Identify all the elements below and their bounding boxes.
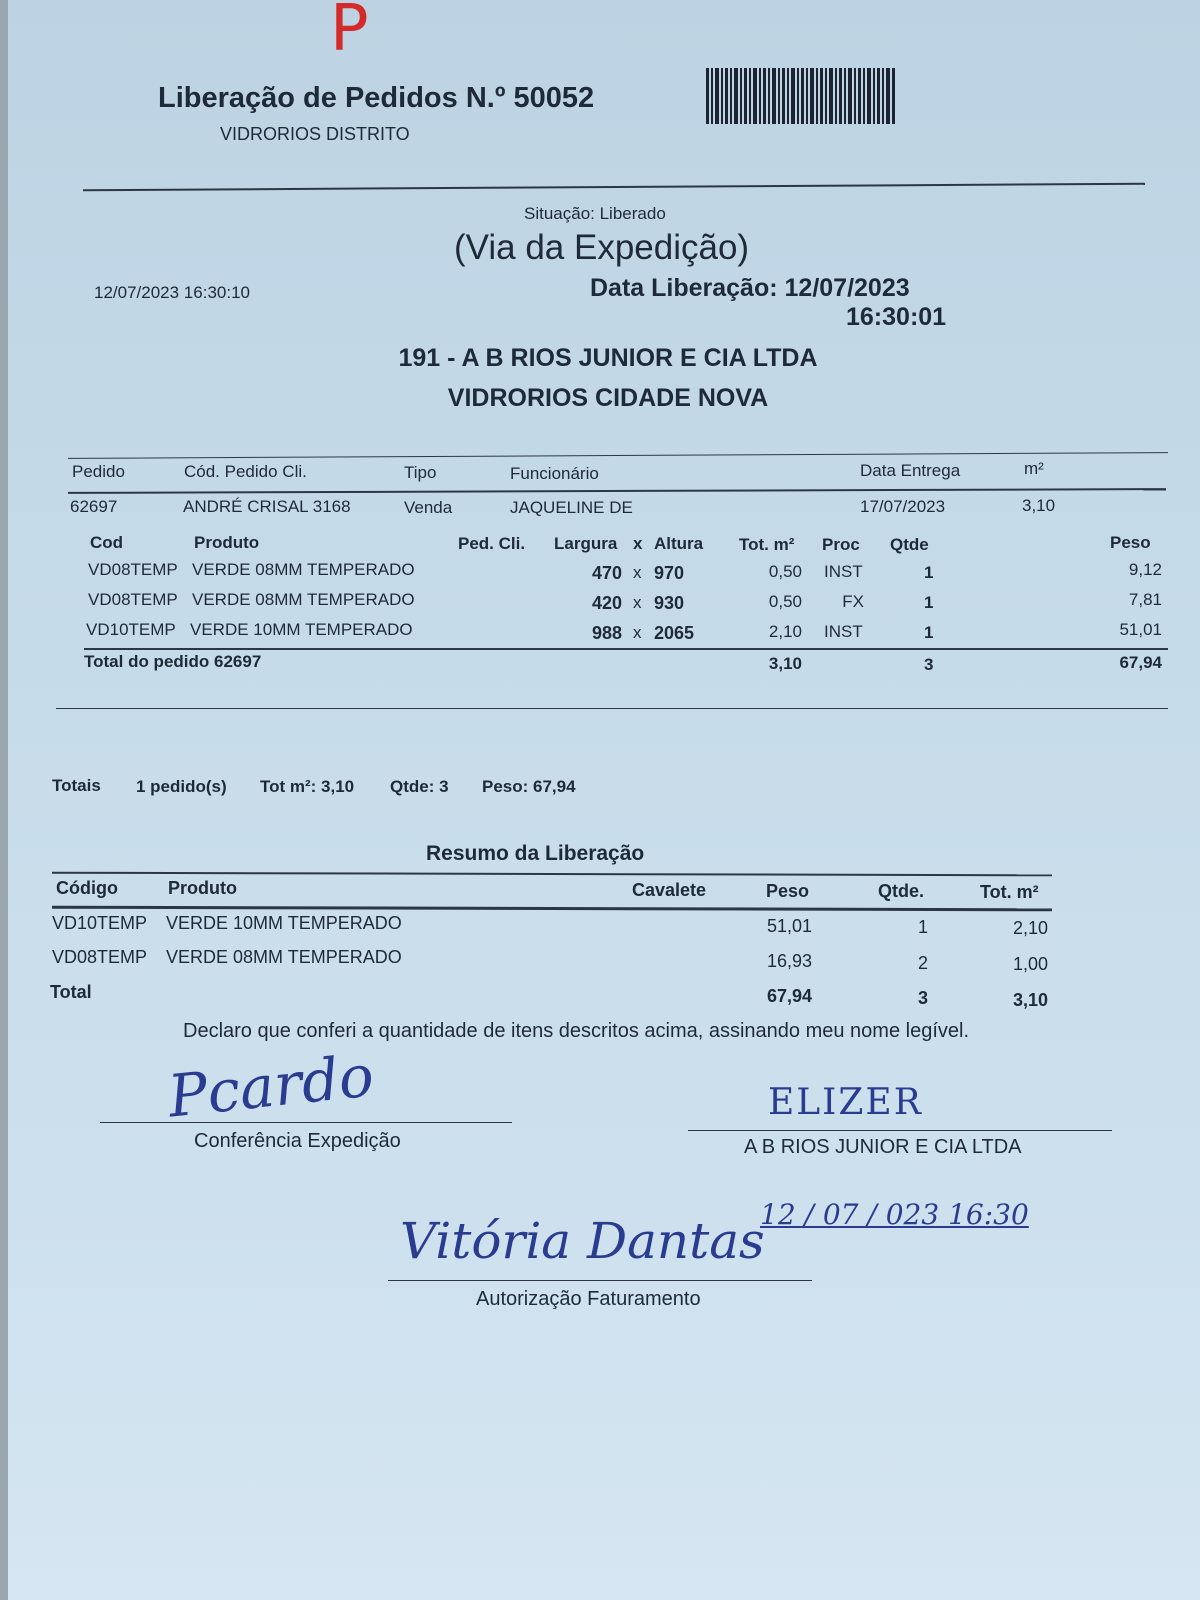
items-col-ped-cli: Ped. Cli. bbox=[458, 534, 526, 553]
summary-top-rule bbox=[52, 872, 1052, 877]
summary-tot-m2: 2,10 bbox=[1012, 918, 1048, 938]
faturamento-signature-line bbox=[388, 1280, 812, 1281]
expedicao-signature-line bbox=[100, 1122, 512, 1123]
totals-qtde: Qtde: 3 bbox=[390, 777, 449, 796]
client-signature-line bbox=[688, 1130, 1112, 1131]
summary-header-rule bbox=[52, 906, 1052, 912]
faturamento-label: Autorização Faturamento bbox=[476, 1288, 701, 1310]
item-produto: VERDE 08MM TEMPERADO bbox=[192, 590, 415, 609]
summary-peso: 51,01 bbox=[766, 916, 812, 936]
summary-produto: VERDE 10MM TEMPERADO bbox=[166, 913, 402, 933]
summary-col-qtde: Qtde. bbox=[878, 881, 925, 901]
summary-total-qtde: 3 bbox=[918, 988, 929, 1008]
item-peso: 9,12 bbox=[1128, 560, 1162, 579]
item-tot-m2: 0,50 bbox=[768, 592, 802, 611]
summary-col-cavalete: Cavalete bbox=[632, 880, 707, 900]
item-cod: VD08TEMP bbox=[88, 590, 178, 609]
items-total-rule bbox=[84, 648, 1168, 650]
issuer-company: VIDRORIOS DISTRITO bbox=[220, 124, 410, 144]
items-col-x: x bbox=[633, 534, 643, 553]
items-col-largura: Largura bbox=[554, 534, 618, 553]
handwritten-date: 12 / 07 / 023 16:30 bbox=[760, 1198, 1029, 1231]
release-date: Data Liberação: 12/07/2023 bbox=[590, 274, 910, 302]
summary-col-produto: Produto bbox=[168, 878, 237, 898]
col-funcionario: Funcionário bbox=[510, 464, 599, 483]
item-altura: 930 bbox=[654, 593, 685, 613]
summary-total-tot-m2: 3,10 bbox=[1012, 990, 1048, 1010]
item-x: x bbox=[633, 563, 642, 582]
item-x: x bbox=[633, 623, 642, 642]
status-text: Situação: Liberado bbox=[524, 204, 666, 223]
print-timestamp: 12/07/2023 16:30:10 bbox=[94, 283, 250, 302]
item-tot-m2: 0,50 bbox=[768, 562, 802, 581]
item-cod: VD08TEMP bbox=[88, 560, 178, 579]
summary-qtde: 2 bbox=[918, 953, 929, 973]
order-employee: JAQUELINE DE bbox=[510, 498, 633, 517]
items-col-proc: Proc bbox=[822, 535, 860, 554]
client-branch: VIDRORIOS CIDADE NOVA bbox=[447, 384, 769, 412]
order-client-code: ANDRÉ CRISAL 3168 bbox=[183, 497, 351, 516]
col-pedido: Pedido bbox=[72, 462, 125, 481]
totals-peso: Peso: 67,94 bbox=[482, 777, 576, 796]
summary-peso: 16,93 bbox=[766, 951, 812, 971]
item-qtde: 1 bbox=[924, 563, 934, 582]
item-cod: VD10TEMP bbox=[86, 620, 176, 639]
document-title: Liberação de Pedidos N.º 50052 bbox=[158, 82, 595, 114]
header-divider bbox=[83, 183, 1145, 191]
items-col-peso: Peso bbox=[1110, 533, 1151, 552]
client-name: 191 - A B RIOS JUNIOR E CIA LTDA bbox=[398, 344, 818, 372]
col-m2: m² bbox=[1024, 459, 1044, 478]
item-produto: VERDE 10MM TEMPERADO bbox=[190, 620, 413, 639]
order-total-qtde: 3 bbox=[924, 655, 934, 674]
order-number: 62697 bbox=[70, 497, 118, 516]
summary-total-peso: 67,94 bbox=[766, 986, 812, 1006]
summary-tot-m2: 1,00 bbox=[1012, 954, 1048, 974]
handwritten-mark: P bbox=[330, 0, 369, 66]
item-altura: 2065 bbox=[654, 623, 695, 643]
summary-title: Resumo da Liberação bbox=[426, 842, 645, 865]
summary-qtde: 1 bbox=[918, 917, 929, 937]
summary-produto: VERDE 08MM TEMPERADO bbox=[166, 947, 402, 967]
summary-col-tot-m2: Tot. m² bbox=[980, 882, 1039, 902]
expedicao-signature: Pcardo bbox=[165, 1041, 377, 1131]
item-qtde: 1 bbox=[924, 623, 934, 642]
copy-label: (Via da Expedição) bbox=[454, 228, 750, 267]
item-peso: 51,01 bbox=[1119, 620, 1162, 639]
item-largura: 470 bbox=[591, 563, 622, 583]
item-tot-m2: 2,10 bbox=[768, 622, 802, 641]
declaration-text: Declaro que conferi a quantidade de itens descritos acima, assinando meu nome legível. bbox=[183, 1020, 970, 1042]
item-largura: 988 bbox=[591, 623, 622, 643]
col-tipo: Tipo bbox=[404, 463, 437, 482]
barcode bbox=[706, 68, 896, 126]
item-altura: 970 bbox=[654, 563, 685, 583]
summary-codigo: VD10TEMP bbox=[52, 913, 148, 933]
order-delivery-date: 17/07/2023 bbox=[860, 497, 946, 516]
items-col-produto: Produto bbox=[194, 533, 260, 552]
summary-codigo: VD08TEMP bbox=[52, 947, 148, 967]
col-data-entrega: Data Entrega bbox=[860, 461, 961, 480]
order-m2: 3,10 bbox=[1022, 496, 1056, 515]
item-x: x bbox=[633, 593, 642, 612]
totals-m2: Tot m²: 3,10 bbox=[260, 777, 355, 796]
item-proc: INST bbox=[824, 562, 863, 581]
order-top-rule bbox=[68, 452, 1168, 459]
col-cod-pedido-cli: Cód. Pedido Cli. bbox=[184, 462, 307, 481]
summary-total-label: Total bbox=[50, 982, 92, 1002]
order-total-label: Total do pedido 62697 bbox=[84, 652, 262, 671]
expedicao-label: Conferência Expedição bbox=[194, 1130, 401, 1152]
order-header-rule bbox=[68, 488, 1166, 494]
totals-label: Totais bbox=[52, 776, 101, 795]
item-proc: INST bbox=[824, 622, 863, 641]
document-page bbox=[8, 0, 1200, 1600]
item-peso: 7,81 bbox=[1128, 590, 1162, 609]
order-bottom-rule bbox=[56, 708, 1168, 709]
client-signature: ELIZER bbox=[768, 1082, 923, 1123]
item-proc: FX bbox=[842, 592, 864, 611]
item-qtde: 1 bbox=[924, 593, 934, 612]
client-signature-label: A B RIOS JUNIOR E CIA LTDA bbox=[744, 1136, 1022, 1158]
order-total-peso: 67,94 bbox=[1119, 653, 1162, 672]
item-produto: VERDE 08MM TEMPERADO bbox=[192, 560, 415, 579]
items-col-qtde: Qtde bbox=[890, 535, 929, 554]
release-time: 16:30:01 bbox=[846, 303, 947, 331]
faturamento-signature: Vitória Dantas bbox=[400, 1212, 765, 1270]
items-col-altura: Altura bbox=[654, 534, 704, 553]
summary-col-codigo: Código bbox=[56, 878, 118, 898]
summary-col-peso: Peso bbox=[766, 881, 810, 901]
order-total-m2: 3,10 bbox=[768, 654, 802, 673]
items-col-cod: Cod bbox=[90, 533, 124, 552]
item-largura: 420 bbox=[591, 593, 622, 613]
items-col-tot-m2: Tot. m² bbox=[739, 535, 795, 554]
order-type: Venda bbox=[404, 498, 453, 517]
totals-orders: 1 pedido(s) bbox=[136, 777, 227, 796]
